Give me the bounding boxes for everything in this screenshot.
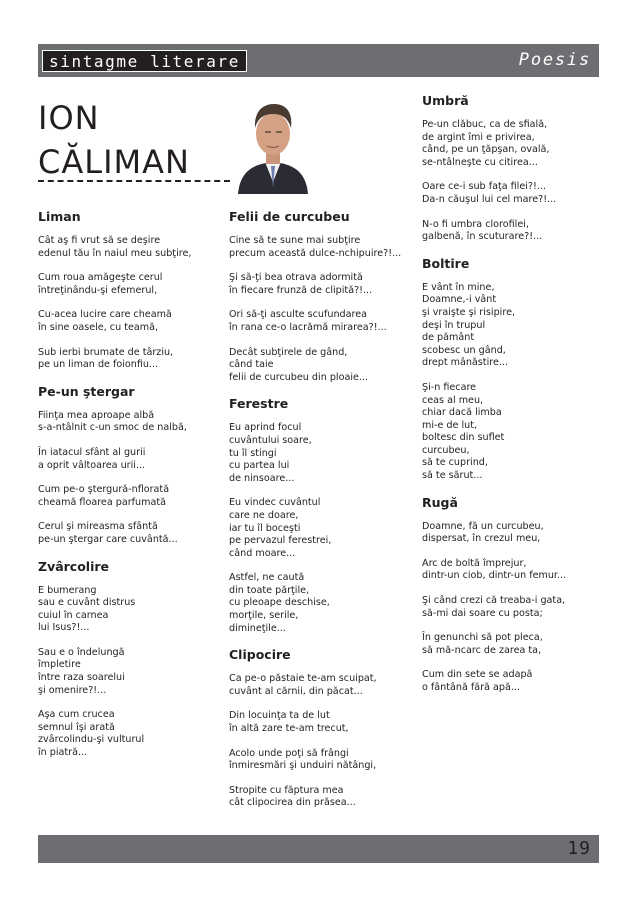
poem-stergar <box>38 384 218 547</box>
header-bar <box>38 44 599 77</box>
stanza: Sub ierbi brumate de târziu, pe un liman de foionfiu... <box>38 346 174 371</box>
stanza: Sau e o îndelungă împletire între raza soarelui şi omenire?!... <box>38 646 125 696</box>
poem-title: Rugă <box>422 494 458 510</box>
stanza: Şi-n fiecare ceas al meu, chiar dacă limba mi-e de lut, boltesc din suflet curcubeu, să te cuprind, să te sărut... <box>422 381 505 482</box>
author-first-name: ION <box>38 99 100 137</box>
stanza: N-o fi umbra clorofilei, galbenă, în scuturare?!... <box>422 218 543 243</box>
stanza: Doamne, fă un curcubeu, dispersat, în crezul meu, <box>422 520 544 545</box>
author-name <box>38 96 190 184</box>
stanza: Arc de boltă împrejur, dintr-un ciob, dintr-un femur... <box>422 557 567 582</box>
poem-liman <box>38 209 218 372</box>
stanza: Cu-acea lucire care cheamă în sine oasele, cu teamă, <box>38 309 172 333</box>
poem-clipocire <box>229 647 409 810</box>
magazine-name: Poesis <box>518 50 591 70</box>
poem-title: Umbră <box>422 93 469 108</box>
stanza: Acolo unde poţi să frângi înmiresmări şi unduiri nătângi, <box>229 747 377 772</box>
stanza: Pe-un clăbuc, ca de sfială, de argint îmi e privirea, când, pe un ţăpşan, ovală, se-ntâlneşte cu citirea... <box>422 119 550 168</box>
column-left <box>38 209 218 772</box>
stanza: Şi să-ţi bea otrava adormită în fiecare frunză de clipită?!... <box>229 272 373 296</box>
stanza: E bumerang sau e cuvânt distrus cuiul în carnea lui Isus?!... <box>38 584 136 634</box>
stanza: Eu aprind focul cuvântului soare, tu îl stingi cu partea lui de ninsoare... <box>229 422 312 484</box>
stanza: Cum roua amăgeşte cerul întreţinându-şi efemerul, <box>38 272 163 296</box>
page-number: 19 <box>567 838 591 859</box>
stanza: Cerul şi mireasma sfântă pe-un ştergar care cuvântă... <box>38 521 178 545</box>
stanza: Eu vindec cuvântul care ne doare, iar tu îl boceşti pe pervazul ferestrei, când moare... <box>229 497 332 559</box>
column-right <box>422 93 612 707</box>
dashed-divider <box>38 180 230 182</box>
stanza: Aşa cum crucea semnul îşi arată zvârcolindu-şi vulturul în piatră... <box>38 709 145 759</box>
stanza: Cât aş fi vrut să se deşire edenul tău în naiul meu subţire, <box>38 235 192 259</box>
stanza: E vânt în mine, Doamne,-i vânt şi vraişte şi risipire, deşi în trupul de pământ scobesc un gând, drept mânăstire... <box>422 281 516 369</box>
poem-title: Boltire <box>422 255 470 271</box>
section-title: sintagme literare <box>42 50 247 72</box>
stanza: Astfel, ne caută din toate părţile, cu pleoape deschise, morţile, serile, dimineţile... <box>229 572 330 634</box>
poem-umbra <box>422 93 612 244</box>
poem-felii-de-curcubeu <box>229 209 409 384</box>
stanza: Şi când crezi că treaba-i gata, să-mi dai soare cu posta; <box>422 595 566 619</box>
poem-boltire <box>422 256 612 483</box>
poem-ruga <box>422 495 612 695</box>
poem-ferestre <box>229 396 409 635</box>
stanza: Oare ce-i sub faţa filei?!... Da-n căuşul lui cel mare?!... <box>422 181 557 205</box>
stanza: Stropite cu făptura mea cât clipocirea din prăsea... <box>229 784 356 809</box>
stanza: Decât subţirele de gând, când taie felii de curcubeu din ploaie... <box>229 346 369 383</box>
stanza: În iatacul sfânt al gurii a oprit vâltoarea urii... <box>38 446 146 471</box>
stanza: Fiinţa mea aproape albă s-a-ntâlnit c-un smoc de nalbă, <box>38 409 187 434</box>
footer-bar <box>38 835 599 863</box>
stanza: Cine să te sune mai subţire precum această dulce-nchipuire?!... <box>229 235 402 259</box>
poem-title: Felii de curcubeu <box>229 209 350 224</box>
author-photo <box>232 96 314 194</box>
stanza: Cum din sete se adapă o fântână fără apă... <box>422 669 533 693</box>
poem-title: Liman <box>38 209 81 224</box>
poem-title: Clipocire <box>229 647 291 663</box>
column-middle <box>229 209 409 822</box>
poem-title: Pe-un ştergar <box>38 383 135 399</box>
poem-title: Zvârcolire <box>38 558 110 574</box>
stanza: Ori să-ţi asculte scufundarea în rana ce-o lacrămă mirarea?!... <box>229 309 387 333</box>
poem-zvarcolire <box>38 559 218 760</box>
stanza: Din locuinţa ta de lut în altă zare te-am trecut, <box>229 710 349 735</box>
stanza: Cum pe-o ştergură-nflorată cheamă floarea parfumată <box>38 484 170 508</box>
author-last-name: CĂLIMAN <box>38 143 190 181</box>
stanza: Ca pe-o păstaie te-am scuipat, cuvânt al cărnii, din păcat... <box>229 673 377 697</box>
poem-title: Ferestre <box>229 396 289 412</box>
stanza: În genunchi să pot pleca, să mă-ncarc de zarea ta, <box>422 632 543 656</box>
